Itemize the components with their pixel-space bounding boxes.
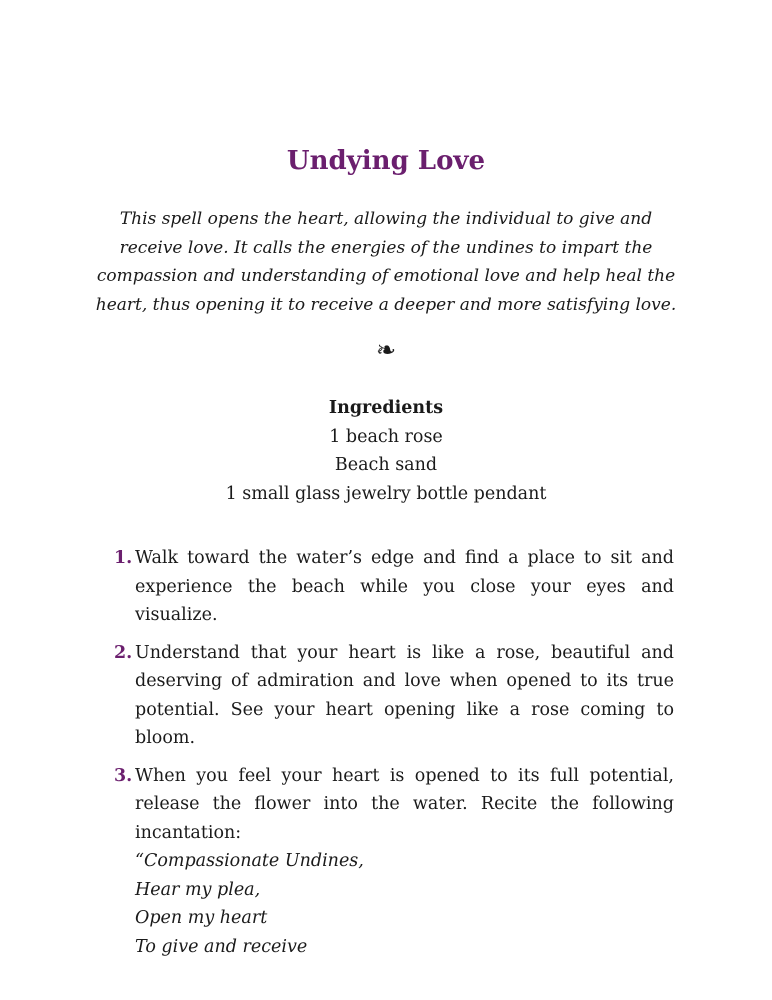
step-number: 1. (114, 548, 133, 568)
step-item (110, 639, 674, 753)
step-text: When you feel your heart is opened to its full potential, release the flower into the water. Recite the following incantation: (135, 765, 674, 843)
intro-paragraph: This spell opens the heart, allowing the individual to give and receive love. It calls the energies of the undines to impart the compassion and understanding of emotional love and help heal the heart, thus opening it to receive a deeper and more satisfying love. (95, 209, 677, 315)
incantation-line: Hear my plea, (135, 879, 261, 900)
step-number: 2. (114, 642, 133, 663)
ingredient-item: Beach sand (334, 455, 438, 475)
step-number: 3. (114, 765, 133, 786)
page-title: Undying Love (286, 146, 486, 176)
incantation-line: To give and receive (135, 936, 308, 957)
step-item (110, 544, 674, 630)
step-text: Walk toward the water’s edge and find a place to sit and experience the beach while you close your eyes and visualize. (135, 548, 674, 625)
ingredient-item: 1 beach rose (329, 426, 443, 447)
ingredients-heading: Ingredients (328, 398, 444, 418)
step-item (110, 762, 674, 962)
incantation-line: “Compassionate Undines, (135, 851, 364, 871)
steps-list (110, 544, 674, 970)
ingredient-item: 1 small glass jewelry bottle pendant (225, 483, 547, 504)
fleuron-ornament-icon: ❧ (375, 336, 397, 364)
step-text: Understand that your heart is like a rose, beautiful and deserving of admiration and love when opened to its true potential. See your heart opening like a rose coming to bloom. (135, 642, 674, 748)
incantation-line: Open my heart (135, 908, 268, 928)
incantation (135, 847, 674, 961)
ingredients-section (0, 394, 772, 508)
